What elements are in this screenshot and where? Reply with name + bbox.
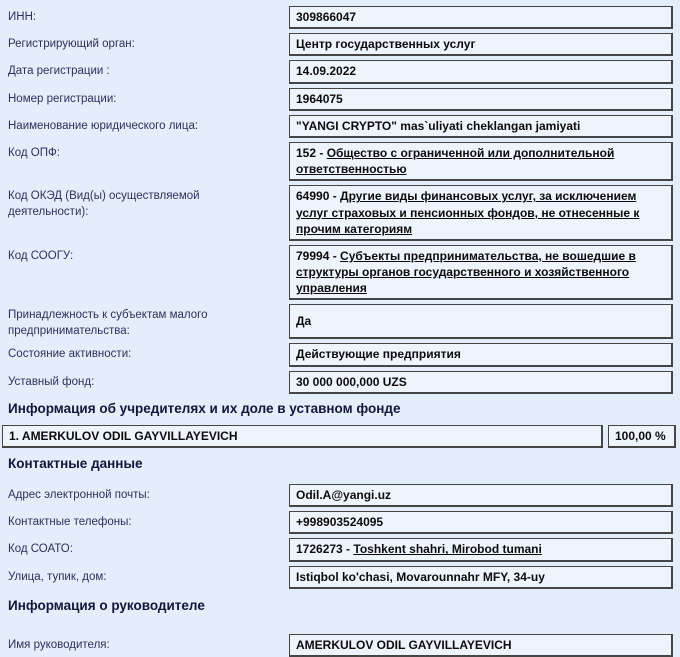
small-business-membership-value: Да: [296, 314, 312, 329]
soato-code-value-box: [289, 538, 673, 561]
soogu-code-label: Код СООГУ:: [8, 249, 74, 262]
registering-authority-value: Центр государственных услуг: [296, 37, 476, 52]
field-row-legal-entity-name: [8, 115, 673, 138]
opf-code-prefix: 152 -: [296, 145, 327, 160]
field-row-soogu-code: [8, 245, 673, 301]
soogu-code-prefix: 79994 -: [296, 248, 341, 263]
opf-code-label: Код ОПФ:: [8, 146, 60, 159]
field-row-oked-code: [8, 185, 673, 241]
soato-code-label: Код СОАТО:: [8, 543, 73, 556]
registration-number-label: Номер регистрации:: [8, 92, 117, 105]
oked-code-prefix: 64990 -: [296, 189, 341, 204]
field-row-phone: [8, 511, 673, 534]
field-row-opf-code: [8, 142, 673, 181]
director-name-value-box: [289, 634, 673, 657]
opf-code-value-box: [289, 142, 673, 181]
charter-capital-value: 30 000 000,000 UZS: [296, 374, 407, 389]
field-row-soato-code: [8, 538, 673, 561]
oked-code-label: Код ОКЭД (Вид(ы) осуществляемой деятельности):: [8, 190, 200, 218]
soogu-code-value-box: [289, 245, 673, 301]
soogu-code-link[interactable]: Субъекты предпринимательства, не вошедшие в структуры органов государственного и хозяйственного управления: [296, 248, 636, 296]
director-name-value: AMERKULOV ODIL GAYVILLAYEVICH: [296, 637, 512, 652]
activity-status-value: Действующие предприятия: [296, 347, 461, 362]
field-row-inn: [8, 6, 673, 29]
phone-value: +998903524095: [296, 515, 384, 530]
registering-authority-label: Регистрирующий орган:: [8, 38, 135, 51]
legal-entity-name-value: "YANGI CRYPTO" mas`uliyati cheklangan jamiyati: [296, 118, 581, 133]
opf-code-link[interactable]: Общество с ограниченной или дополнительной ответственностью: [296, 145, 615, 177]
founder-share: 100,00 %: [615, 428, 666, 443]
field-row-activity-status: [8, 343, 673, 366]
field-row-street-address: [8, 566, 673, 589]
legal-entity-name-label: Наименование юридического лица:: [8, 119, 199, 132]
soato-code-prefix: 1726273 -: [296, 542, 354, 557]
registration-number-value-box: [289, 88, 673, 111]
email-value: Odil.A@yangi.uz: [296, 488, 392, 503]
email-value-box: [289, 484, 673, 507]
charter-capital-label: Уставный фонд:: [8, 375, 95, 388]
oked-code-value-box: [289, 185, 673, 241]
founders-section-heading: Информация об учредителях и их доле в уставном фонде: [8, 400, 401, 416]
registration-number-value: 1964075: [296, 91, 343, 106]
oked-code-link[interactable]: Другие виды финансовых услуг, за исключением услуг страховых и пенсионных фондов, не отнесенные к прочим категориям: [296, 189, 640, 236]
director-name-label: Имя руководителя:: [8, 638, 110, 651]
phone-value-box: [289, 511, 673, 534]
inn-label: ИНН:: [8, 11, 37, 23]
registration-date-value: 14.09.2022: [296, 64, 357, 79]
field-row-registering-authority: [8, 33, 673, 56]
street-address-label: Улица, тупик, дом:: [8, 570, 107, 583]
field-row-small-business-membership: [8, 304, 673, 339]
director-section-heading: Информация о руководителе: [8, 597, 205, 613]
registration-date-value-box: [289, 60, 673, 83]
inn-value: 309866047: [296, 10, 357, 24]
field-row-charter-capital: [8, 371, 673, 394]
small-business-membership-label: Принадлежность к субъектам малого предпринимательства:: [8, 309, 208, 337]
activity-status-value-box: [289, 343, 673, 366]
street-address-value-box: [289, 566, 673, 589]
street-address-value: Istiqbol ko'chasi, Movarounnahr MFY, 34-uy: [296, 569, 545, 584]
founder-name: 1. AMERKULOV ODIL GAYVILLAYEVICH: [9, 428, 238, 443]
small-business-membership-value-box: [289, 304, 673, 339]
legal-entity-name-value-box: [289, 115, 673, 138]
founder-name-box: [2, 425, 603, 448]
founder-row: [8, 425, 673, 448]
field-row-registration-number: [8, 88, 673, 111]
charter-capital-value-box: [289, 371, 673, 394]
field-row-registration-date: [8, 60, 673, 83]
registration-date-label: Дата регистрации :: [8, 65, 110, 78]
registering-authority-value-box: [289, 33, 673, 56]
phone-label: Контактные телефоны:: [8, 516, 132, 529]
contacts-section-heading: Контактные данные: [8, 456, 143, 472]
field-row-email: [8, 484, 673, 507]
field-row-director-name: [8, 634, 673, 657]
founder-share-box: [608, 425, 676, 448]
email-label: Адрес электронной почты:: [8, 489, 150, 502]
soato-code-link[interactable]: Toshkent shahri, Mirobod tumani: [353, 542, 542, 557]
activity-status-label: Состояние активности:: [8, 348, 132, 361]
inn-value-box: [289, 6, 673, 29]
